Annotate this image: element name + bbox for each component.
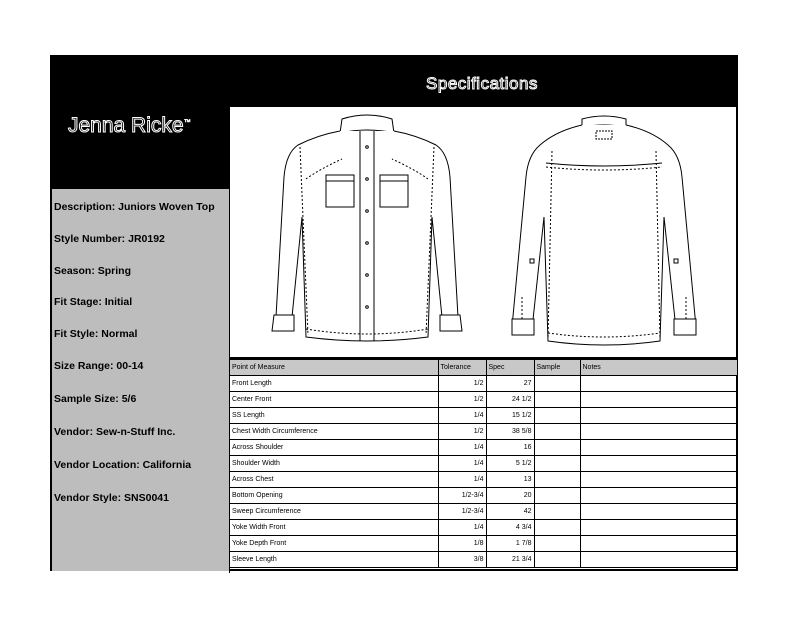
table-row	[230, 408, 737, 424]
cell-spec: 13	[486, 472, 534, 488]
col-header-sample: Sample	[534, 360, 580, 376]
detail-sample-size: Sample Size: 5/6	[54, 393, 137, 405]
cell-spec: 38 5/8	[486, 424, 534, 440]
cell-sample	[534, 424, 580, 440]
cell-spec: 42	[486, 504, 534, 520]
brand-name: Jenna Ricke	[68, 114, 184, 137]
table-row	[230, 520, 737, 536]
table-row	[230, 504, 737, 520]
cell-sample	[534, 456, 580, 472]
cell-point-of-measure: Across Chest	[230, 472, 438, 488]
table-row	[230, 472, 737, 488]
cell-sample	[534, 472, 580, 488]
cell-notes	[580, 552, 737, 568]
detail-vendor-style: Vendor Style: SNS0041	[54, 492, 169, 504]
table-row	[230, 536, 737, 552]
cell-sample	[534, 552, 580, 568]
cell-spec: 16	[486, 440, 534, 456]
col-header-notes: Notes	[580, 360, 737, 376]
cell-point-of-measure: Across Shoulder	[230, 440, 438, 456]
cell-sample	[534, 440, 580, 456]
cell-sample	[534, 408, 580, 424]
cell-notes	[580, 520, 737, 536]
spec-sheet	[50, 55, 738, 571]
table-row	[230, 440, 737, 456]
cell-sample	[534, 504, 580, 520]
detail-description: Description: Juniors Woven Top	[54, 201, 215, 213]
cell-tolerance: 1/2-3/4	[438, 488, 486, 504]
cell-notes	[580, 536, 737, 552]
cell-point-of-measure: Center Front	[230, 392, 438, 408]
cell-spec: 21 3/4	[486, 552, 534, 568]
trademark-mark: ™	[183, 119, 191, 126]
cell-point-of-measure: Shoulder Width	[230, 456, 438, 472]
cell-spec: 15 1/2	[486, 408, 534, 424]
cell-point-of-measure: Chest Width Circumference	[230, 424, 438, 440]
cell-tolerance: 1/2	[438, 392, 486, 408]
table-row	[230, 488, 737, 504]
cell-spec: 20	[486, 488, 534, 504]
header-bar	[52, 57, 736, 107]
col-header-spec: Spec	[486, 360, 534, 376]
detail-size-range: Size Range: 00-14	[54, 360, 144, 372]
table-row	[230, 456, 737, 472]
table-row	[230, 424, 737, 440]
detail-vendor: Vendor: Sew-n-Stuff Inc.	[54, 426, 176, 438]
cell-point-of-measure: Sleeve Length	[230, 552, 438, 568]
cell-notes	[580, 392, 737, 408]
cell-spec: 24 1/2	[486, 392, 534, 408]
cell-tolerance: 1/2-3/4	[438, 504, 486, 520]
cell-tolerance: 1/2	[438, 424, 486, 440]
cell-tolerance: 1/2	[438, 376, 486, 392]
cell-tolerance: 3/8	[438, 552, 486, 568]
cell-sample	[534, 488, 580, 504]
page-title: Specifications	[426, 74, 538, 93]
cell-sample	[534, 520, 580, 536]
cell-tolerance: 1/4	[438, 520, 486, 536]
cell-notes	[580, 456, 737, 472]
measurement-table	[229, 357, 737, 573]
table-row	[230, 552, 737, 568]
cell-notes	[580, 472, 737, 488]
detail-style-number: Style Number: JR0192	[54, 233, 165, 245]
cell-point-of-measure: Bottom Opening	[230, 488, 438, 504]
cell-spec: 5 1/2	[486, 456, 534, 472]
cell-point-of-measure: Yoke Width Front	[230, 520, 438, 536]
cell-point-of-measure: Sweep Circumference	[230, 504, 438, 520]
table-header-row	[230, 360, 737, 376]
brand-box	[52, 107, 230, 189]
cell-notes	[580, 408, 737, 424]
cell-spec: 27	[486, 376, 534, 392]
shirt-back-drawing	[512, 116, 696, 345]
cell-tolerance: 1/4	[438, 440, 486, 456]
cell-notes	[580, 424, 737, 440]
cell-tolerance: 1/4	[438, 472, 486, 488]
cell-notes	[580, 376, 737, 392]
cell-tolerance: 1/4	[438, 456, 486, 472]
cell-notes	[580, 504, 737, 520]
cell-sample	[534, 536, 580, 552]
detail-season: Season: Spring	[54, 265, 132, 277]
col-header-tolerance: Tolerance	[438, 360, 486, 376]
detail-vendor-location: Vendor Location: California	[54, 459, 192, 471]
cell-spec: 4 3/4	[486, 520, 534, 536]
cell-spec: 1 7/8	[486, 536, 534, 552]
cell-point-of-measure: Front Length	[230, 376, 438, 392]
cell-tolerance: 1/8	[438, 536, 486, 552]
shirt-front-drawing	[272, 115, 462, 341]
cell-notes	[580, 488, 737, 504]
cell-notes	[580, 440, 737, 456]
cell-tolerance: 1/4	[438, 408, 486, 424]
detail-fit-style: Fit Style: Normal	[54, 328, 138, 340]
cell-sample	[534, 392, 580, 408]
brand-logo	[68, 114, 191, 138]
table-row	[230, 392, 737, 408]
details-panel	[52, 189, 229, 571]
detail-fit-stage: Fit Stage: Initial	[54, 296, 133, 308]
cell-point-of-measure: SS Length	[230, 408, 438, 424]
col-header-point-of-measure: Point of Measure	[230, 360, 438, 376]
garment-drawings	[229, 107, 737, 357]
table-row	[230, 376, 737, 392]
cell-sample	[534, 376, 580, 392]
cell-point-of-measure: Yoke Depth Front	[230, 536, 438, 552]
